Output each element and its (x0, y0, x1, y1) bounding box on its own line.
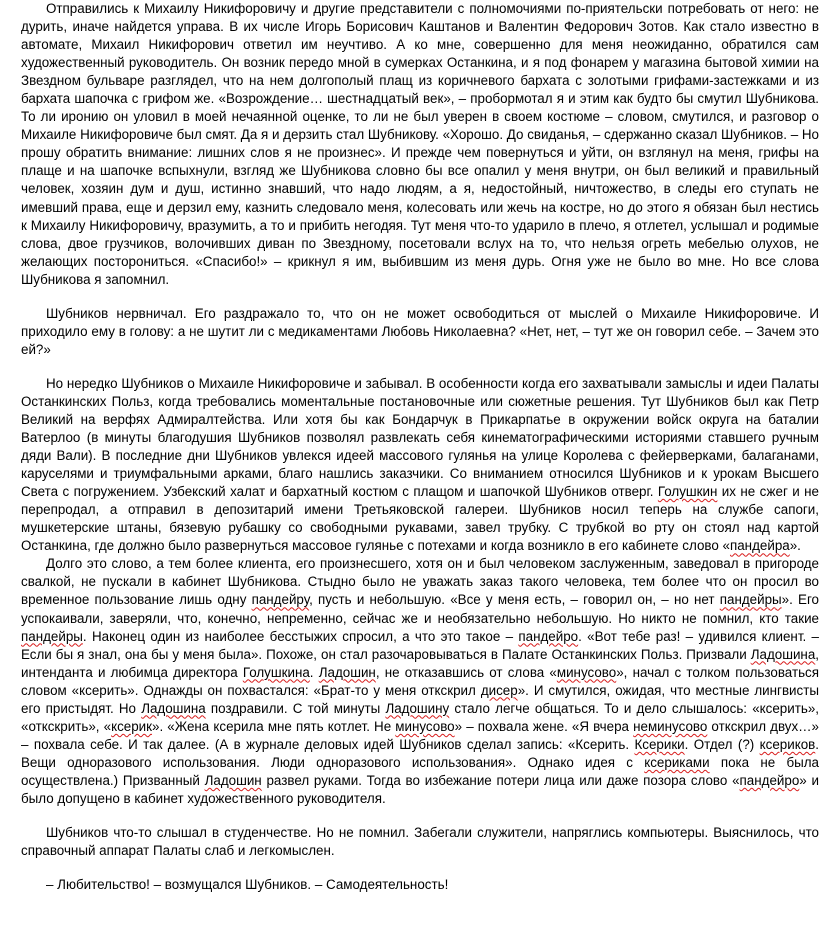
text-run: развел руками. Тогда во избежание потери лица или даже позора слово « (261, 772, 740, 788)
misspelled-word: ксериков (759, 736, 816, 752)
text-run: . «Вот тебе раз! – удивился клиент. – Если бы я знал, она бы у меня была». Похоже, он стал разочаровываться в Палате Останкинских Польз. Призвали (21, 628, 819, 662)
misspelled-word: ксерик (111, 718, 153, 734)
misspelled-word: пандейро (739, 772, 800, 788)
text-run: пока не была осуществлена.) Призванный (21, 754, 820, 788)
paragraph (21, 305, 819, 359)
misspelled-word: неминусово (633, 718, 708, 734)
misspelled-word: минусово (395, 718, 455, 734)
misspelled-word: Ладошину (385, 700, 450, 716)
misspelled-word: пандейры (719, 592, 782, 608)
misspelled-word: Голушкин (657, 484, 718, 500)
text-run: » и было допущено в кабинет художественного руководителя. (21, 772, 819, 806)
text-run: . Отдел (?) (684, 736, 760, 752)
text-run: Но нередко Шубников о Михаиле Никифоровиче и забывал. В особенности когда его захватывали замыслы и идеи Палаты Останкинских Польз, когда требовались моментальные постановочные или сюжетные решения. Тут Шубников был как Петр Великий на верфях Адмиралтейства. Или хотя бы как Бондарчук в Прикарпатье в окружении войск округа на баталии Ватерлоо (в минуты благодушия Шубников позволял развлекать себя кинематографическими историями ставшего ручным дяди Вали). В последние дни Шубников увлекся идеей массового гулянья на улице Королева с фейерверками, балаганами, каруселями и триумфальными арками, благо нашлись заказчики. Со вниманием относился Шубников и к урокам Высшего Света с погружением. Узбекский халат и бархатный костюм с плащом и шапочкой Шубников отверг. (21, 375, 819, 500)
misspelled-word: дисер (480, 682, 518, 698)
misspelled-word: Ладошина (141, 700, 206, 716)
text-run: стало легче общаться. То и дело слышалось: «ксерить», «откскрить», « (21, 700, 819, 734)
text-run: поздравили. С той минуты (205, 700, 386, 716)
text-run: – Любительство! – возмущался Шубников. – Самодеятельность! (46, 877, 449, 893)
paragraph (21, 375, 819, 555)
text-run: ». (789, 538, 801, 554)
misspelled-word: ксериками (644, 754, 710, 770)
misspelled-word: пандейру (251, 592, 310, 608)
misspelled-word: Ксерики (634, 736, 685, 752)
paragraph (21, 876, 819, 894)
paragraph (21, 555, 819, 808)
paragraph (21, 824, 819, 860)
text-run: . Вещи одноразового использования. Люди одноразового использования». Однако идея с (21, 736, 819, 770)
text-run: . Наконец один из наиболее бесстыжих спросил, а что это такое – (82, 628, 519, 644)
text-run: , интенданта и любимца директора (21, 646, 819, 680)
misspelled-word: Ладошин (318, 664, 376, 680)
text-run: Шубников что-то слышал в студенчестве. Но не помнил. Забегали служители, напряглись компьютеры. Выяснилось, что справочный аппарат Палаты слаб и легкомыслен. (21, 825, 819, 859)
text-run: их не сжег и не перепродал, а отправил в депозитарий имени Третьяковской галереи. Шубников носил теперь на службе сапоги, мушкетерские штаны, бязевую рубашку со свободными рукавами, завел трубку. С трубкой во рту он стоял над картой Останкина, где должно было развернуться массовое гулянье с потехами и когда возникло в его кабинете слово « (21, 484, 820, 554)
text-run: » – похвала жене. «Я вчера (454, 718, 634, 734)
text-run: откскрил двух…» – похвала себе. И так далее. (А в журнале деловых идей Шубников сделал запись: «Ксерить. (21, 718, 819, 752)
misspelled-word: Ладошин (204, 772, 262, 788)
misspelled-word: пандейры (21, 628, 83, 644)
text-run: Долго это слово, а тем более клиента, его произнесшего, хотя он и был человеком заслуженным, заведовал в пригороде свалкой, не пускали в кабинет Шубникова. Стыдно было не уважать заказ такого человека, тем более что он просил во временное пользование лишь одну (21, 556, 819, 608)
misspelled-word: Ладошина (750, 646, 816, 662)
text-run: », начал с толком пользоваться словом «ксерить». Однажды он похвастался: «Брат-то у меня откскрил (21, 664, 819, 698)
paragraph (21, 0, 819, 289)
text-run: ». И смутился, ожидая, что местные лингвисты его пристыдят. Но (21, 682, 819, 716)
text-run: , не отказавшись от слова « (375, 664, 557, 680)
text-run: ». «Жена ксерила мне пять котлет. Не (152, 718, 396, 734)
misspelled-word: пандейро (518, 628, 579, 644)
misspelled-word: минусово (556, 664, 617, 680)
misspelled-word: Голушкина (242, 664, 310, 680)
text-run: Шубников нервничал. Его раздражало то, что он не может освободиться от мыслей о Михаиле Никифоровиче. И приходило ему в голову: а не шутит ли с медикаментами Любовь Николаевна? «Нет, нет, – тут же он говорил себе. – Зачем это ей?» (21, 305, 819, 357)
text-run: , пусть и небольшую. «Все у меня есть, – говорил он, – но нет (309, 592, 720, 608)
text-run: ». Его успокаивали, заверяли, что, конечно, непременно, сейчас же и необязательно небольшую. Но никто не помнил, кто такие (21, 592, 819, 626)
text-run: . (309, 664, 319, 680)
misspelled-word: пандейра (729, 538, 790, 554)
text-run: Отправились к Михаилу Никифоровичу и другие представители с полномочиями по-приятельски потребовать от него: не дурить, иначе найдется управа. В их числе Игорь Борисович Каштанов и Валентин Федорович Зотов. Как стало известно в автомате, Михаил Никифорович ответил им неучтиво. А ко мне, совершенно для меня неожиданно, обратился сам художественный руководитель. Он возник передо мной в сумерках Останкина, и я под фонарем у магазина бытовой химии на Звездном бульваре разглядел, что на нем долгополый плащ из коричневого бархата с золотыми грифами-застежками и из бархата шапочка с грифом же. «Возрождение… шестнадцатый век», – пробормотал я и этим как будто бы смутил Шубникова. То ли иронию он уловил в моей нечаянной оценке, то ли не был уверен в своем костюме – словом, смутился, и разговор о Михаиле Никифоровиче был смят. Да я и дерзить стал Шубникову. «Хорошо. До свиданья, – сдержанно сказал Шубников. – Но прошу обратить внимание: лишних слов я не произнес». И прежде чем повернуться и уйти, он взглянул на меня, грифы на плаще и на шапочке вспыхнули, взгляд же Шубникова словно бы все опалил у меня внутри, он был великий и правильный человек, хозяин дум и душ, истинно знавший, что надо людям, а я, недостойный, ничтожество, в следы его ступать не имевший права, еще и дерзил ему, казнить следовало меня, колесовать или жечь на костре, но до этого я обязан был нестись к Михаилу Никифоровичу, вразумить, а то и прибить негодяя. Тут меня что-то ударило в плечо, я отлетел, услышал и родимые слова, двое грузчиков, волочивших диван по Звездному, посетовали вслух на то, что нельзя огреть мебелью олухов, не желающих посторониться. «Спасибо!» – крикнул я им, выбившим из меня дурь. Огня уже не было во мне. Но все слова Шубникова я запомнил. (21, 1, 819, 287)
